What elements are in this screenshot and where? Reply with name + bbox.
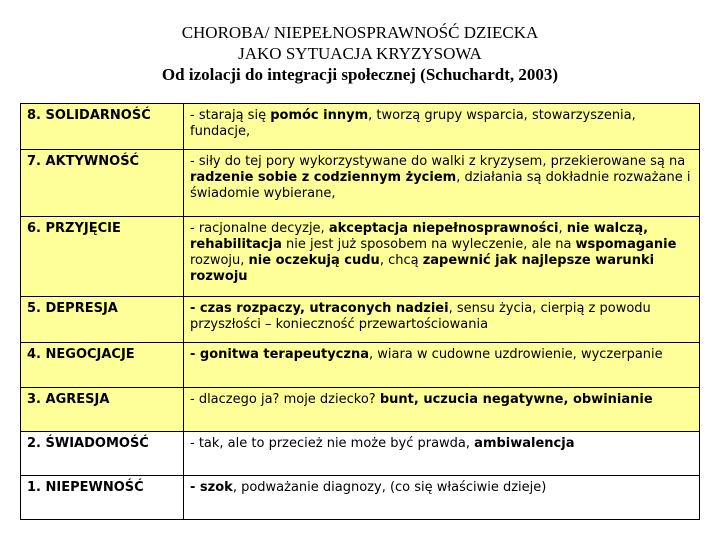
stage-description: [184, 216, 700, 297]
stage-name: 1. NIEPEWNOŚĆ: [21, 475, 184, 519]
description-text: , chcą: [379, 252, 423, 268]
description-text: - siły do tej pory wykorzystywane do walki z kryzysem, przekierowane są na: [190, 154, 686, 170]
table-row-stage-8: [21, 104, 700, 150]
description-text: - tak, ale to przecież nie może być prawda,: [190, 435, 475, 451]
table-row-stage-1: [21, 475, 700, 519]
stage-name: 2. ŚWIADOMOŚĆ: [21, 431, 184, 475]
emphasis-text: nie walczą, rehabilitacja: [190, 220, 649, 252]
emphasis-text: nie oczekują cudu: [248, 252, 380, 268]
table-row-stage-7: [21, 150, 700, 216]
stage-name: 8. SOLIDARNOŚĆ: [21, 104, 184, 150]
table-row-stage-2: [21, 431, 700, 475]
stage-description: [184, 475, 700, 519]
emphasis-text: bunt, uczucia negatywne, obwinianie: [379, 391, 653, 407]
stage-description: [184, 104, 700, 150]
description-text: , działania są dokładnie rozważane i świadomie wybierane,: [190, 170, 691, 202]
stage-description: [184, 297, 700, 343]
stage-name: 7. AKTYWNOŚĆ: [21, 150, 184, 216]
stage-name: 6. PRZYJĘCIE: [21, 216, 184, 297]
stage-name: 3. AGRESJA: [21, 387, 184, 431]
emphasis-text: ambiwalencja: [474, 435, 575, 451]
description-text: , tworzą grupy wsparcia, stowarzyszenia, fundacje,: [190, 108, 636, 139]
emphasis-text: - gonitwa terapeutyczna: [190, 347, 369, 363]
description-text: , sensu życia, cierpią z powodu przyszłości – konieczność przewartościowania: [190, 301, 651, 333]
title-line-2: JAKO SYTUACJA KRYZYSOWA: [238, 44, 482, 63]
emphasis-text: radzenie sobie z codziennym życiem: [190, 170, 457, 186]
stages-table: [20, 103, 700, 520]
table-row-stage-5: [21, 297, 700, 343]
description-text: - dlaczego ja? moje dziecko?: [190, 391, 380, 407]
emphasis-text: akceptacja niepełnosprawności: [328, 220, 559, 236]
table-row-stage-4: [21, 343, 700, 387]
title-line-3: Od izolacji do integracji społecznej (Schuchardt, 2003): [161, 65, 559, 84]
table-row-stage-3: [21, 387, 700, 431]
stage-description: [184, 431, 700, 475]
slide-title: [0, 22, 720, 85]
table-row-stage-6: [21, 216, 700, 297]
emphasis-text: - czas rozpaczy, utraconych nadziei: [190, 301, 449, 317]
description-text: , wiara w cudowne uzdrowienie, wyczerpanie: [368, 347, 663, 363]
description-text: , podważanie diagnozy, (co się właściwie dzieje): [232, 479, 547, 495]
stage-description: [184, 387, 700, 431]
emphasis-text: zapewnić jak najlepsze warunki rozwoju: [190, 252, 655, 284]
stage-description: [184, 150, 700, 216]
emphasis-text: - szok: [190, 479, 233, 495]
stage-name: 5. DEPRESJA: [21, 297, 184, 343]
emphasis-text: pomóc innym: [270, 108, 369, 123]
title-line-1: CHOROBA/ NIEPEŁNOSPRAWNOŚĆ DZIECKA: [181, 23, 539, 42]
description-text: rozwoju,: [190, 252, 249, 268]
stage-description: [184, 343, 700, 387]
stage-name: 4. NEGOCJACJE: [21, 343, 184, 387]
description-text: nie jest już sposobem na wyleczenie, ale na: [281, 236, 576, 252]
description-text: - starają się: [190, 108, 271, 123]
emphasis-text: wspomaganie: [575, 236, 677, 252]
description-text: ,: [558, 220, 567, 236]
description-text: - racjonalne decyzje,: [190, 220, 329, 236]
